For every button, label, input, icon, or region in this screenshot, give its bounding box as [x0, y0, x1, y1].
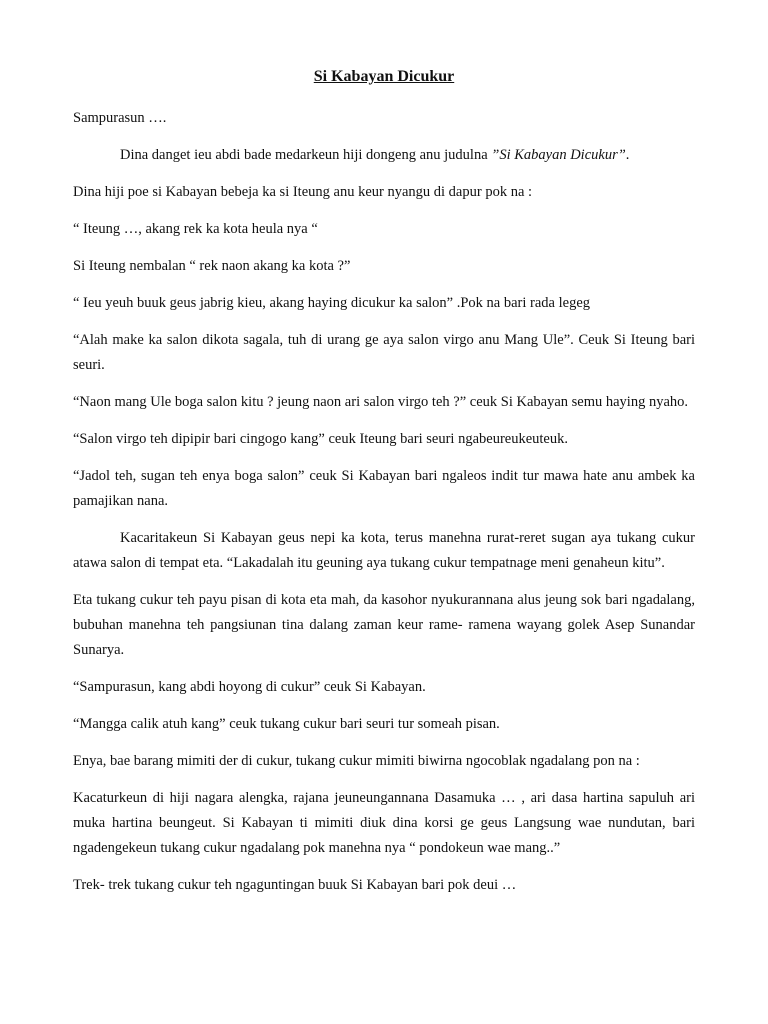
paragraph: “ Ieu yeuh buuk geus jabrig kieu, akang haying dicukur ka salon” .Pok na bari rada legeg — [73, 295, 591, 311]
document-page — [73, 66, 695, 910]
paragraph: “Sampurasun, kang abdi hoyong di cukur” ceuk Si Kabayan. — [73, 679, 426, 695]
paragraph-intro-tail: . — [625, 147, 630, 163]
paragraph: Enya, bae barang mimiti der di cukur, tukang cukur mimiti biwirna ngocoblak ngadalang pon na : — [73, 753, 640, 769]
story-title-italic: ”Si Kabayan Dicukur” — [491, 147, 626, 163]
paragraph: “Jadol teh, sugan teh enya boga salon” ceuk Si Kabayan bari ngaleos indit tur mawa hate anu ambek ka pamajikan nana. — [73, 468, 695, 509]
paragraph: Kacaritakeun Si Kabayan geus nepi ka kota, terus manehna rurat-reret sugan aya tukang cukur atawa salon di tempat eta. “Lakadalah itu geuning aya tukang cukur tempatnage meni genaheun kitu”. — [73, 530, 695, 571]
paragraph: Trek- trek tukang cukur teh ngaguntingan buuk Si Kabayan bari pok deui … — [73, 877, 517, 893]
document-title: Si Kabayan Dicukur — [313, 68, 455, 85]
paragraph-intro — [73, 143, 695, 168]
paragraph: “Salon virgo teh dipipir bari cingogo kang” ceuk Iteung bari seuri ngabeureukeuteuk. — [73, 431, 568, 447]
paragraph: “Mangga calik atuh kang” ceuk tukang cukur bari seuri tur someah pisan. — [73, 716, 500, 732]
paragraph: “Naon mang Ule boga salon kitu ? jeung naon ari salon virgo teh ?” ceuk Si Kabayan semu haying nyaho. — [73, 394, 689, 410]
paragraph: Kacaturkeun di hiji nagara alengka, rajana jeuneungannana Dasamuka … , ari dasa hartina sapuluh ari muka hartina beungeut. Si Kabayan ti mimiti diuk dina korsi ge geus Langsung wae nundutan, bari ngadengekeun tukang cukur ngadalang pok manehna nya “ pondokeun wae mang..” — [73, 790, 695, 856]
paragraph: Si Iteung nembalan “ rek naon akang ka kota ?” — [73, 258, 351, 274]
paragraph-greeting: Sampurasun …. — [73, 110, 167, 126]
paragraph: “ Iteung …, akang rek ka kota heula nya “ — [73, 221, 318, 237]
paragraph-intro-text: Dina danget ieu abdi bade medarkeun hiji dongeng anu judulna — [120, 147, 492, 163]
paragraph: “Alah make ka salon dikota sagala, tuh di urang ge aya salon virgo anu Mang Ule”. Ceuk Si Iteung bari seuri. — [73, 332, 695, 373]
paragraph: Dina hiji poe si Kabayan bebeja ka si Iteung anu keur nyangu di dapur pok na : — [73, 184, 533, 200]
paragraph: Eta tukang cukur teh payu pisan di kota eta mah, da kasohor nyukurannana alus jeung sok bari ngadalang, bubuhan manehna teh pangsiunan tina dalang zaman keur rame- ramena wayang golek Asep Sunandar Sunarya. — [73, 592, 695, 658]
